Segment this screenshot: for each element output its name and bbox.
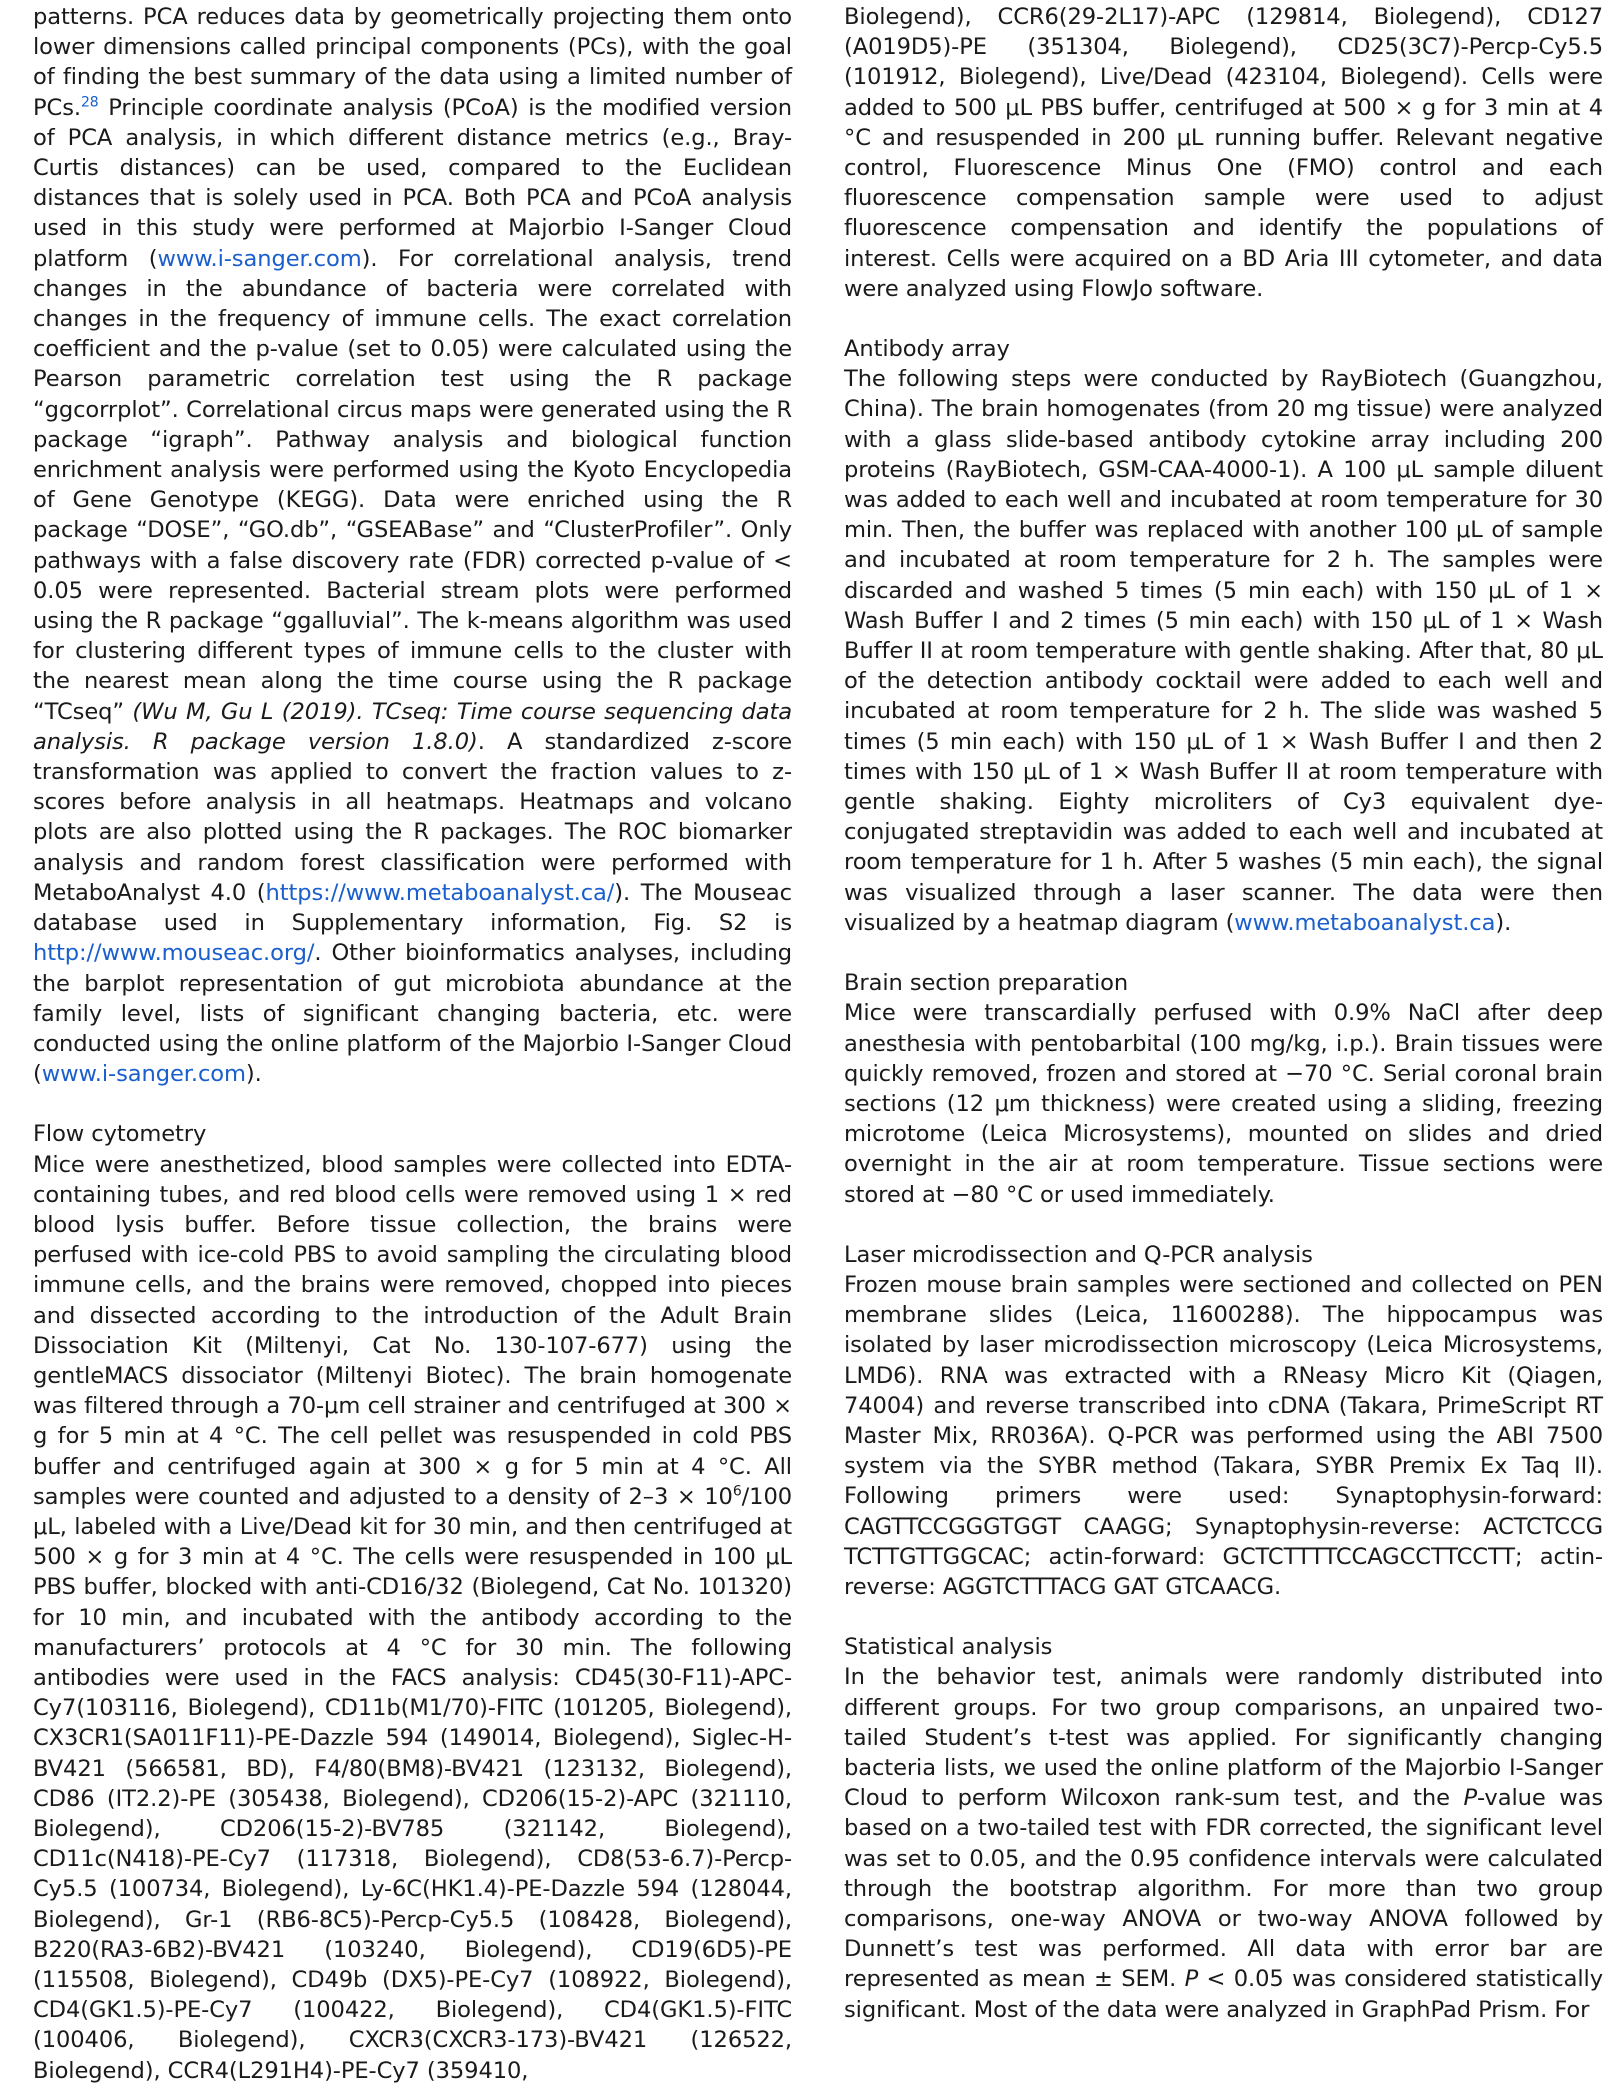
- laser-microdissection-heading: Laser microdissection and Q-PCR analysis: [844, 1241, 1313, 1268]
- antibody-array-paragraph: The following steps were conducted by RayBiotech (Guangzhou, China). The brain homogenates (from 20 mg tissue) were analyzed with a glass slide-based antibody cytokine array including 200 proteins (RayBiotech, GSM-CAA-4000-1). A 100 μL sample diluent was added to each well and incubated at room temperature for 30 min. Then, the buffer was replaced with another 100 μL of sample and incubated at room temperature for 2 h. The samples were discarded and washed 5 times (5 min each) with 150 μL of 1 × Wash Buffer I and 2 times (5 min each) with 150 μL of 1 × Wash Buffer II at room temperature with gentle shaking. After that, 80 μL of the detection antibody cocktail were added to each well and incubated at room temperature for 2 h. The slide was washed 5 times (5 min each) with 150 μL of 1 × Wash Buffer I and then 2 times with 150 μL of 1 × Wash Buffer II at room temperature with gentle shaking. Eighty microliters of Cy3 equivalent dye-conjugated streptavidin was added to each well and incubated at room temperature for 1 h. After 5 washes (5 min each), the signal was visualized through a laser scanner. The data were then visualized by a heatmap diagram (www.metaboanalyst.ca).: [844, 366, 1603, 936]
- statistical-analysis-heading: Statistical analysis: [844, 1634, 1053, 1661]
- antibody-array-heading: Antibody array: [844, 336, 1010, 363]
- brain-section-heading: Brain section preparation: [844, 970, 1129, 997]
- metaboanalyst-link[interactable]: https://www.metaboanalyst.ca/: [265, 879, 615, 906]
- i-sanger-link[interactable]: www.i-sanger.com: [157, 245, 362, 272]
- mouseac-link[interactable]: http://www.mouseac.org/: [33, 940, 315, 967]
- laser-microdissection-paragraph: Frozen mouse brain samples were sectioned and collected on PEN membrane slides (Leica, 11600288). The hippocampus was isolated by laser microdissection microscopy (Leica Microsystems, LMD6). RNA was extracted with a RNeasy Micro Kit (Qiagen, 74004) and reverse transcribed into cDNA (Takara, PrimeScript RT Master Mix, RR036A). Q-PCR was performed using the ABI 7500 system via the SYBR method (Takara, SYBR Premix Ex Taq II). Following primers were used: Synaptophysin-forward: CAGTTCCGGGTGGT CAAGG; Synaptophysin-reverse: ACTCTCCG TCTTGTTGGCAC; actin-forward: GCTCTTTTCCAGCCTTCCTT; actin-reverse: AGGTCTTTACG GAT GTCAACG.: [844, 1271, 1603, 1600]
- tcseq-citation: (Wu M, Gu L (2019). TCseq: Time course sequencing data analysis. R package version 1.8.0): [33, 698, 792, 755]
- right-column: [844, 2, 1603, 2062]
- left-column: [33, 2, 793, 2084]
- statistical-analysis-paragraph: In the behavior test, animals were randomly distributed into different groups. For two group comparisons, an unpaired two-tailed Student’s t-test was applied. For significantly changing bacteria lists, we used the online platform of the Majorbio I-Sanger Cloud to perform Wilcoxon rank-sum test, and the P-value was based on a two-tailed test with FDR corrected, the significant level was set to 0.05, and the 0.95 confidence intervals were calculated through the bootstrap algorithm. For more than two group comparisons, one-way ANOVA or two-way ANOVA followed by Dunnett’s test was performed. All data with error bar are represented as mean ± SEM. P < 0.05 was considered statistically significant. Most of the data were analyzed in GraphPad Prism. For: [844, 1664, 1603, 2023]
- brain-section-paragraph: Mice were transcardially perfused with 0.9% NaCl after deep anesthesia with pentobarbital (100 mg/kg, i.p.). Brain tissues were quickly removed, frozen and stored at −70 °C. Serial coronal brain sections (12 μm thickness) were created using a sliding, freezing microtome (Leica Microsystems), mounted on slides and dried overnight in the air at room temperature. Tissue sections were stored at −80 °C or used immediately.: [844, 1000, 1603, 1208]
- reference-28[interactable]: 28: [80, 94, 99, 111]
- metaboanalyst-ca-link[interactable]: www.metaboanalyst.ca: [1234, 909, 1496, 936]
- i-sanger-link-2[interactable]: www.i-sanger.com: [41, 1061, 246, 1088]
- flow-cytometry-continued: Biolegend), CCR6(29-2L17)-APC (129814, Biolegend), CD127 (A019D5)-PE (351304, Biolegend), CD25(3C7)-Percp-Cy5.5 (101912, Biolegend), Live/Dead (423104, Biolegend). Cells were added to 500 μL PBS buffer, centrifuged at 500 × g for 3 min at 4 °C and resuspended in 200 μL running buffer. Relevant negative control, Fluorescence Minus One (FMO) control and each fluorescence compensation sample were used to adjust fluorescence compensation and identify the populations of interest. Cells were acquired on a BD Aria III cytometer, and data were analyzed using FlowJo software.: [844, 4, 1603, 302]
- flow-cytometry-paragraph: Mice were anesthetized, blood samples were collected into EDTA-containing tubes, and red blood cells were removed using 1 × red blood lysis buffer. Before tissue collection, the brains were perfused with ice-cold PBS to avoid sampling the circulating blood immune cells, and the brains were removed, chopped into pieces and dissected according to the introduction of the Adult Brain Dissociation Kit (Miltenyi, Cat No. 130-107-677) using the gentleMACS dissociator (Miltenyi Biotec). The brain homogenate was filtered through a 70-μm cell strainer and centrifuged at 300 × g for 5 min at 4 °C. The cell pellet was resuspended in cold PBS buffer and centrifuged again at 300 × g for 5 min at 4 °C. All samples were counted and adjusted to a density of $2-3 \times 10^6/100$ μL, labeled with a Live/Dead kit for 30 min, and then centrifuged at 500 × g for 3 min at 4 °C. The cells were resuspended in 100 μL PBS buffer, blocked with anti-CD16/32 (Biolegend, Cat No. 101320) for 10 min, and incubated with the antibody according to the manufacturers’ protocols at 4 °C for 30 min. The following antibodies were used in the FACS analysis: CD45(30-F11)-APC-Cy7(103116, Biolegend), CD11b(M1/70)-FITC (101205, Biolegend), CX3CR1(SA011F11)-PE-Dazzle 594 (149014, Biolegend), Siglec-H-BV421 (566581, BD), F4/80(BM8)-BV421 (123132, Biolegend), CD86 (IT2.2)-PE (305438, Biolegend), CD206(15-2)-APC (321110, Biolegend), CD206(15-2)-BV785 (321142, Biolegend), CD11c(N418)-PE-Cy7 (117318, Biolegend), CD8(53-6.7)-Percp-Cy5.5 (100734, Biolegend), Ly-6C(HK1.4)-PE-Dazzle 594 (128044, Biolegend), Gr-1 (RB6-8C5)-Percp-Cy5.5 (108428, Biolegend), B220(RA3-6B2)-BV421 (103240, Biolegend), CD19(6D5)-PE (115508, Biolegend), CD49b (DX5)-PE-Cy7 (108922, Biolegend), CD4(GK1.5)-PE-Cy7 (100422, Biolegend), CD4(GK1.5)-FITC (100406, Biolegend), CXCR3(CXCR3-173)-BV421 (126522, Biolegend), CCR4(L291H4)-PE-Cy7 (359410,: [33, 1151, 792, 2084]
- analysis-paragraph: patterns. PCA reduces data by geometrically projecting them onto lower dimensions called principal components (PCs), with the goal of finding the best summary of the data using a limited number of PCs.$^{28}$ Principle coordinate analysis (PCoA) is the modified version of PCA analysis, in which different distance metrics (e.g., Bray-Curtis distances) can be used, compared to the Euclidean distances that is solely used in PCA. Both PCA and PCoA analysis used in this study were performed at Majorbio I-Sanger Cloud platform (www.i-sanger.com). For correlational analysis, trend changes in the abundance of bacteria were correlated with changes in the frequency of immune cells. The exact correlation coefficient and the p-value (set to 0.05) were calculated using the Pearson parametric correlation test using the R package “ggcorrplot”. Correlational circus maps were generated using the R package “igraph”. Pathway analysis and biological function enrichment analysis were performed using the Kyoto Encyclopedia of Gene Genotype (KEGG). Data were enriched using the R package “DOSE”, “GO.db”, “GSEABase” and “ClusterProfiler”. Only pathways with a false discovery rate (FDR) corrected p-value of < 0.05 were represented. Bacterial stream plots were performed using the R package “ggalluvial”. The k-means algorithm was used for clustering different types of immune cells to the cluster with the nearest mean along the time course using the R package “TCseq” (Wu M, Gu L (2019). TCseq: Time course sequencing data analysis. R package version 1.8.0). A standardized z-score transformation was applied to convert the fraction values to z-scores before analysis in all heatmaps. Heatmaps and volcano plots are also plotted using the R packages. The ROC biomarker analysis and random forest classification were performed with MetaboAnalyst 4.0 (https://www.metaboanalyst.ca/). The Mouseac database used in Supplementary information, Fig. S2 is http://www.mouseac.org/. Other bioinformatics analyses, including the barplot representation of gut microbiota abundance at the family level, lists of significant changing bacteria, etc. were conducted using the online platform of the Majorbio I-Sanger Cloud (www.i-sanger.com).: [33, 4, 793, 1088]
- flow-cytometry-heading: Flow cytometry: [33, 1121, 207, 1148]
